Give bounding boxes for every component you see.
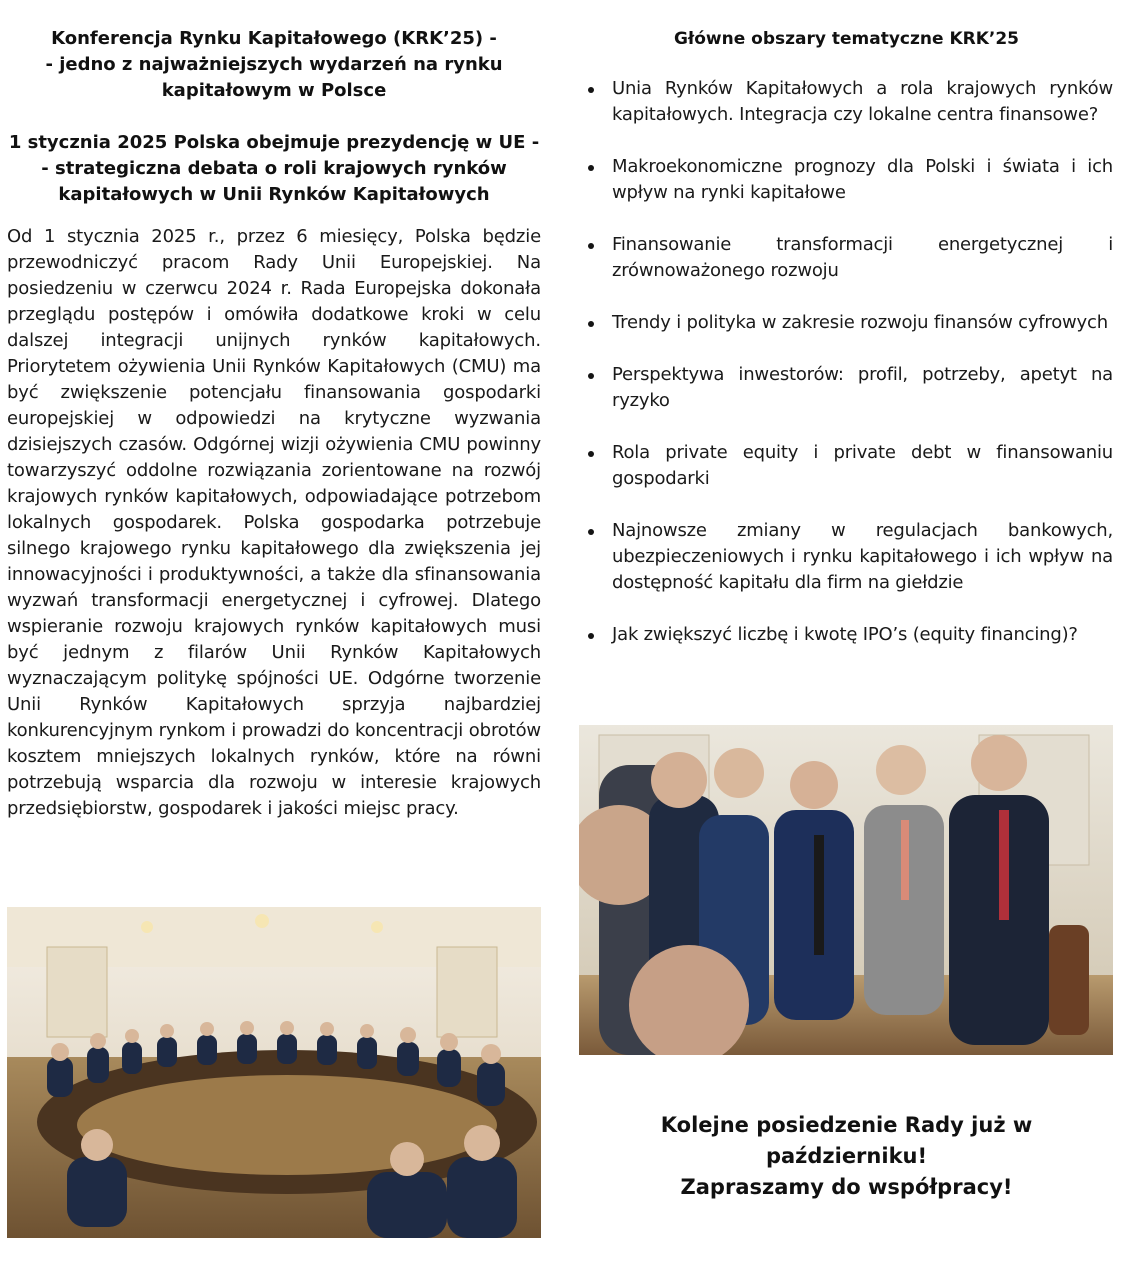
conference-heading-line: - jedno z najważniejszych wydarzeń na rynku — [45, 54, 503, 75]
closing-invitation — [580, 1110, 1113, 1203]
closing-line-1: Kolejne posiedzenie Rady już w październiku! — [660, 1113, 1033, 1168]
topic-item — [580, 622, 1113, 648]
bullet-icon — [588, 529, 594, 535]
topic-text: Makroekonomiczne prognozy dla Polski i świata i ich wpływ na rynki kapitałowe — [612, 156, 1113, 203]
left-column — [7, 26, 541, 822]
intro-paragraph: Od 1 stycznia 2025 r., przez 6 miesięcy, Polska będzie przewodniczyć pracom Rady Unii Europejskiej. Na posiedzeniu w czerwcu 2024 r. Rada Europejska dokonała przeglądu postępów i omówiła dodatkowe kroki w celu dalszej integracji unijnych rynków kapitałowych. Priorytetem ożywienia Unii Rynków Kapitałowych (CMU) ma być zwiększenie potencjału finansowania gospodarki europejskiej w odpowiedzi na krytyczne wyzwania dzisiejszych czasów. Odgórnej wizji ożywienia CMU powinny towarzyszyć oddolne rozwiązania zorientowane na rozwój krajowych rynków kapitałowych, odpowiadające potrzebom lokalnych gospodarek. Polska gospodarka potrzebuje silnego krajowego rynku kapitałowego dla zwiększenia jej innowacyjności i produktywności, a także dla sfinansowania wyzwań transformacji energetycznej i cyfrowej. Dlatego wspieranie rozwoju krajowych rynków kapitałowych musi być jednym z filarów Unii Rynków Kapitałowych wyznaczającym politykę spójności UE. Odgórne tworzenie Unii Rynków Kapitałowych sprzyja najbardziej konkurencyjnym rynkom i prowadzi do koncentracji obrotów kosztem mniejszych lokalnych rynków, które na równi potrzebują wsparcia dla rozwoju w interesie krajowych przedsiębiorstw, gospodarek i jakości miejsc pracy. — [7, 226, 541, 819]
people-silhouettes — [579, 735, 1089, 1055]
topics-heading: Główne obszary tematyczne KRK’25 — [673, 29, 1020, 49]
topic-text: Najnowsze zmiany w regulacjach bankowych, ubezpieczeniowych i rynku kapitałowego i ich wpływ na dostępność kapitału dla firm na giełdzie — [612, 520, 1113, 593]
conference-heading — [7, 26, 541, 104]
presidency-heading-line: 1 stycznia 2025 Polska obejmuje prezydencję w UE - — [8, 132, 540, 153]
presidency-heading — [7, 130, 541, 208]
bullet-icon — [588, 373, 594, 379]
bullet-icon — [588, 321, 594, 327]
topic-item — [580, 440, 1113, 492]
right-column — [580, 26, 1113, 674]
topic-item — [580, 76, 1113, 128]
bullet-icon — [588, 633, 594, 639]
topic-text: Perspektywa inwestorów: profil, potrzeby, apetyt na ryzyko — [612, 364, 1113, 411]
topics-list — [580, 76, 1113, 648]
topic-item — [580, 154, 1113, 206]
conference-room-photo — [7, 907, 541, 1238]
group-photo — [579, 725, 1113, 1055]
conference-heading-line: Konferencja Rynku Kapitałowego (KRK’25) - — [51, 28, 497, 49]
topic-text: Jak zwiększyć liczbę i kwotę IPO’s (equity financing)? — [612, 624, 1078, 645]
conference-heading-line: kapitałowym w Polsce — [161, 80, 387, 101]
topic-text: Unia Rynków Kapitałowych a rola krajowych rynków kapitałowych. Integracja czy lokalne centra finansowe? — [612, 78, 1113, 125]
closing-line-2: Zapraszamy do współpracy! — [680, 1175, 1013, 1199]
presidency-heading-line: kapitałowych w Unii Rynków Kapitałowych — [58, 184, 490, 205]
topic-text: Finansowanie transformacji energetycznej i zrównoważonego rozwoju — [612, 234, 1113, 281]
bullet-icon — [588, 243, 594, 249]
topic-text: Rola private equity i private debt w finansowaniu gospodarki — [612, 442, 1113, 489]
bullet-icon — [588, 451, 594, 457]
bullet-icon — [588, 165, 594, 171]
topic-item — [580, 362, 1113, 414]
group-photo-illustration — [579, 725, 1113, 1055]
topic-item — [580, 232, 1113, 284]
presidency-heading-line: - strategiczna debata o roli krajowych rynków — [41, 158, 507, 179]
topic-text: Trendy i polityka w zakresie rozwoju finansów cyfrowych — [612, 312, 1108, 333]
topic-item — [580, 310, 1113, 336]
conference-room-illustration — [7, 907, 541, 1238]
bullet-icon — [588, 87, 594, 93]
topic-item — [580, 518, 1113, 596]
